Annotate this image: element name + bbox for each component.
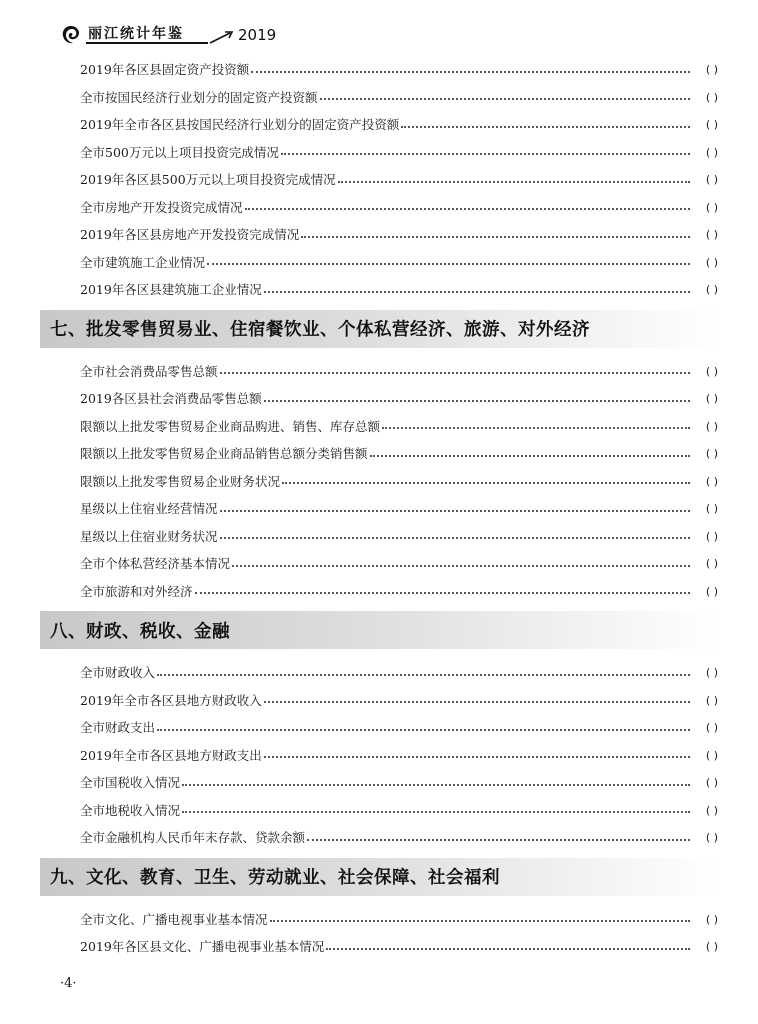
dot-leader [220,537,690,539]
toc-entry-label: 全市财政收入 [80,665,156,680]
page-number: ·4· [60,976,77,991]
toc-entry-label: 2019年各区县建筑施工企业情况 [80,282,262,297]
toc-entry-page: ( ) [705,364,718,378]
toc-entry-page: ( ) [705,283,718,296]
toc-entry-page: ( ) [705,666,718,679]
title-underline [86,42,208,44]
dot-leader [301,236,690,238]
toc-entry-page: ( ) [705,803,718,817]
toc-entry-label: 限额以上批发零售贸易企业商品销售总额分类销售额 [80,446,368,461]
toc-entry-page: ( ) [705,693,718,707]
toc-entry[interactable] [40,194,718,222]
toc-entry[interactable] [40,440,718,468]
toc-entry-label: 全市文化、广播电视事业基本情况 [80,911,268,927]
toc-group-section-9 [40,906,718,961]
swirl-logo-icon [60,24,82,46]
table-of-contents [40,56,718,961]
toc-entry[interactable] [40,797,718,825]
toc-entry[interactable] [40,221,718,249]
toc-entry-page: ( ) [705,392,718,405]
toc-entry-label: 全市社会消费品零售总额 [80,363,218,379]
toc-entry-label: 2019年全市各区县按国民经济行业划分的固定资产投资额 [80,117,400,132]
toc-entry-label: 全市财政支出 [80,720,156,735]
dot-leader [264,756,690,758]
dot-leader [307,839,690,841]
dot-leader [220,510,690,512]
toc-entry-label: 全市500万元以上项目投资完成情况 [80,144,279,160]
toc-entry-page: ( ) [705,419,718,433]
toc-entry-page: ( ) [705,584,718,598]
toc-entry[interactable] [40,906,718,934]
toc-entry-page: ( ) [705,940,718,953]
toc-group-section-7 [40,358,718,606]
toc-entry[interactable] [40,769,718,797]
toc-entry[interactable] [40,523,718,551]
toc-entry-page: ( ) [705,118,718,131]
toc-entry[interactable] [40,413,718,441]
toc-entry-label: 2019年全市各区县地方财政收入 [80,692,262,708]
arrow-icon [208,29,236,45]
dot-leader [281,153,690,155]
toc-entry-label: 星级以上住宿业财务状况 [80,528,218,544]
toc-entry[interactable] [40,111,718,139]
toc-entry-page: ( ) [705,255,718,269]
toc-entry-page: ( ) [705,200,718,214]
dot-leader [282,482,690,484]
toc-entry[interactable] [40,56,718,84]
toc-entry[interactable] [40,495,718,523]
dot-leader [207,263,690,265]
book-year: 2019 [238,26,277,44]
book-title: 丽江统计年鉴 [88,26,184,42]
toc-entry[interactable] [40,687,718,715]
toc-entry-label: 2019年全市各区县地方财政支出 [80,747,262,763]
toc-entry-page: ( ) [705,776,718,789]
toc-entry-label: 2019年各区县500万元以上项目投资完成情况 [80,172,336,187]
toc-entry-page: ( ) [705,912,718,926]
toc-entry-label: 全市旅游和对外经济 [80,583,193,599]
dot-leader [264,291,690,293]
toc-entry[interactable] [40,385,718,413]
section-8-header [40,611,718,649]
dot-leader [370,455,690,457]
dot-leader [264,400,690,402]
toc-entry-label: 2019年各区县文化、广播电视事业基本情况 [80,939,325,954]
toc-entry-label: 全市个体私营经济基本情况 [80,556,231,571]
toc-entry-page: ( ) [705,474,718,488]
toc-entry[interactable] [40,824,718,852]
dot-leader [232,565,690,567]
toc-entry-label: 限额以上批发零售贸易企业财务状况 [80,473,281,489]
toc-entry-page: ( ) [705,831,718,844]
toc-entry[interactable] [40,468,718,496]
toc-entry-page: ( ) [705,447,718,460]
dot-leader [182,784,690,786]
dot-leader [382,427,690,429]
toc-entry-label: 全市按国民经济行业划分的固定资产投资额 [80,89,318,105]
dot-leader [245,208,690,210]
toc-group-section-8 [40,659,718,852]
toc-entry-page: ( ) [705,90,718,104]
page-header [60,20,320,50]
toc-entry-page: ( ) [705,173,718,186]
toc-entry[interactable] [40,714,718,742]
toc-entry-label: 2019年各区县固定资产投资额 [80,62,250,77]
dot-leader [157,729,690,731]
dot-leader [326,948,690,950]
section-9-title: 九、文化、教育、卫生、劳动就业、社会保障、社会福利 [50,868,500,888]
toc-entry[interactable] [40,276,718,304]
toc-entry-label: 2019年各区县房地产开发投资完成情况 [80,227,300,242]
toc-entry-page: ( ) [705,145,718,159]
toc-entry-label: 全市建筑施工企业情况 [80,254,206,270]
toc-entry[interactable] [40,139,718,167]
toc-entry-label: 全市国税收入情况 [80,775,181,790]
toc-entry-label: 2019各区县社会消费品零售总额 [80,391,262,406]
toc-entry[interactable] [40,249,718,277]
toc-entry-page: ( ) [705,228,718,241]
toc-entry[interactable] [40,358,718,386]
toc-entry-label: 限额以上批发零售贸易企业商品购进、销售、库存总额 [80,418,381,434]
toc-entry-page: ( ) [705,529,718,543]
toc-entry-label: 全市地税收入情况 [80,802,181,818]
toc-entry[interactable] [40,659,718,687]
toc-entry-page: ( ) [705,502,718,515]
toc-entry-page: ( ) [705,63,718,76]
section-7-header [40,310,718,348]
section-9-header [40,858,718,896]
dot-leader [401,126,690,128]
dot-leader [270,920,690,922]
toc-entry-page: ( ) [705,557,718,570]
toc-entry-page: ( ) [705,721,718,734]
toc-entry[interactable] [40,166,718,194]
dot-leader [220,372,690,374]
dot-leader [182,811,690,813]
toc-entry[interactable] [40,578,718,606]
dot-leader [264,701,690,703]
toc-entry-page: ( ) [705,748,718,762]
toc-entry[interactable] [40,84,718,112]
toc-entry[interactable] [40,742,718,770]
dot-leader [320,98,690,100]
toc-entry-label: 全市房地产开发投资完成情况 [80,199,243,215]
dot-leader [157,674,690,676]
toc-entry-label: 星级以上住宿业经营情况 [80,501,218,516]
toc-entry[interactable] [40,550,718,578]
toc-entry[interactable] [40,933,718,961]
dot-leader [251,71,690,73]
dot-leader [338,181,690,183]
section-8-title: 八、财政、税收、金融 [50,621,230,642]
section-7-title: 七、批发零售贸易业、住宿餐饮业、个体私营经济、旅游、对外经济 [50,320,590,340]
toc-entry-label: 全市金融机构人民币年末存款、贷款余额 [80,830,306,845]
toc-group-investment [40,56,718,304]
dot-leader [195,592,690,594]
